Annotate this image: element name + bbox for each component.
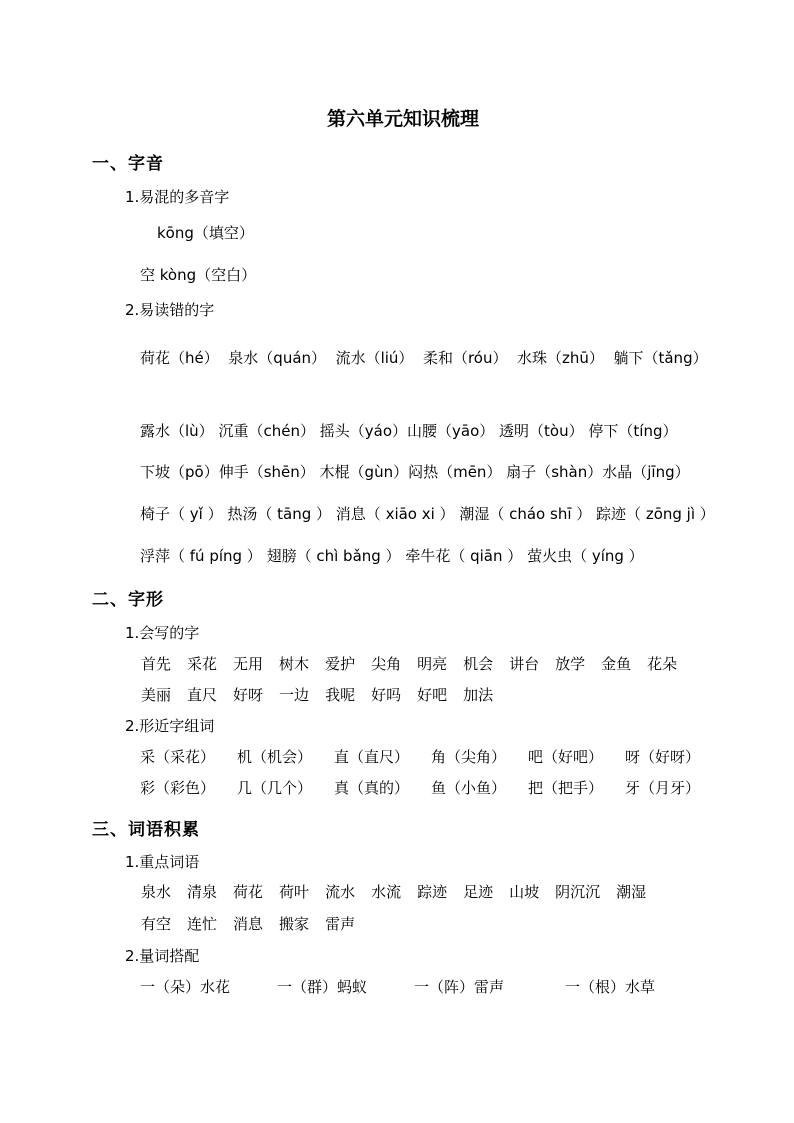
word-item: 萤火虫（ yíng ） xyxy=(527,547,644,565)
word-item: 潮湿 xyxy=(616,883,647,901)
subheading-similar-chars: 2.形近字组词 xyxy=(125,717,215,735)
word-item: 柔和（róu） xyxy=(422,349,508,367)
word-item: 放学 xyxy=(555,655,586,673)
word-item: 尖角 xyxy=(371,655,402,673)
section-heading-character-form: 二、字形 xyxy=(92,590,164,610)
measure-item: 一（阵）雷声 xyxy=(414,978,505,996)
word-item: 金鱼 xyxy=(601,655,632,673)
similar-chars-row-1 xyxy=(140,746,722,767)
word-item: 我呢 xyxy=(325,686,356,704)
word-item: 好呀 xyxy=(233,686,264,704)
misread-row-5 xyxy=(140,545,644,566)
word-item: 无用 xyxy=(233,655,264,673)
pair-item: 彩（彩色） xyxy=(140,779,216,797)
word-item: 沉重（chén） xyxy=(218,422,315,440)
measure-item: 一（朵）水花 xyxy=(140,978,231,996)
word-item: 翅膀（ chì bǎng ） xyxy=(266,547,401,565)
word-item: 美丽 xyxy=(141,686,172,704)
word-item: 扇子（shàn） xyxy=(506,463,603,481)
word-item: 荷花（hé） xyxy=(140,349,219,367)
misread-row-2 xyxy=(140,420,677,441)
polyphonic-line-2: 空 kòng（空白） xyxy=(140,266,257,284)
word-item: 热汤（ tāng ） xyxy=(227,505,332,523)
subheading-misread: 2.易读错的字 xyxy=(125,301,215,319)
word-item: 伸手（shēn） xyxy=(218,463,315,481)
word-item: 荷花 xyxy=(233,883,264,901)
pair-item: 牙（月牙） xyxy=(625,779,701,797)
word-item: 摇头（yáo） xyxy=(319,422,407,440)
word-item: 流水（liú） xyxy=(335,349,414,367)
word-item: 停下（tíng） xyxy=(588,422,678,440)
word-item: 潮湿（ cháo shī ） xyxy=(459,505,592,523)
pair-item: 采（采花） xyxy=(140,748,216,766)
word-item: 躺下（tǎng） xyxy=(613,349,708,367)
word-item: 花朵 xyxy=(647,655,678,673)
subheading-key-words: 1.重点词语 xyxy=(125,853,200,871)
word-item: 有空 xyxy=(141,915,172,933)
word-item: 泉水（quán） xyxy=(228,349,327,367)
similar-chars-row-2 xyxy=(140,777,722,798)
word-item: 直尺 xyxy=(187,686,218,704)
misread-row-3 xyxy=(140,461,690,482)
word-item: 清泉 xyxy=(187,883,218,901)
measure-item: 一（根）水草 xyxy=(565,978,656,996)
word-item: 水晶（jīng） xyxy=(602,463,690,481)
word-item: 足迹 xyxy=(463,883,494,901)
word-item: 牵牛花（ qiān ） xyxy=(405,547,523,565)
word-item: 一边 xyxy=(279,686,310,704)
word-item: 阴沉沉 xyxy=(555,883,601,901)
pair-item: 真（真的） xyxy=(334,779,410,797)
misread-row-4 xyxy=(140,503,715,524)
section-heading-pronunciation: 一、字音 xyxy=(92,154,164,174)
word-item: 爱护 xyxy=(325,655,356,673)
subheading-measure-words: 2.量词搭配 xyxy=(125,947,200,965)
word-item: 山腰（yāo） xyxy=(407,422,495,440)
polyphonic-line-1: kōng（填空） xyxy=(157,224,254,242)
pair-item: 鱼（小鱼） xyxy=(431,779,507,797)
word-item: 山坡 xyxy=(509,883,540,901)
page-title: 第六单元知识梳理 xyxy=(326,108,479,130)
word-item: 踪迹（ zōng jì ） xyxy=(596,505,715,523)
key-words-row-1 xyxy=(141,881,662,902)
word-item: 流水 xyxy=(325,883,356,901)
word-item: 采花 xyxy=(187,655,218,673)
pair-item: 把（把手） xyxy=(528,779,604,797)
word-item: 透明（tòu） xyxy=(499,422,584,440)
subheading-writable: 1.会写的字 xyxy=(125,624,200,642)
word-item: 闷热（mēn） xyxy=(408,463,502,481)
word-item: 雷声 xyxy=(325,915,356,933)
subheading-polyphonic: 1.易混的多音字 xyxy=(125,188,230,206)
pair-item: 机（机会） xyxy=(237,748,313,766)
word-item: 首先 xyxy=(141,655,172,673)
word-item: 消息 xyxy=(233,915,264,933)
pair-item: 吧（好吧） xyxy=(528,748,604,766)
writable-words-row-1 xyxy=(141,653,693,674)
word-item: 露水（lù） xyxy=(140,422,214,440)
word-item: 下坡（pō） xyxy=(140,463,219,481)
measure-words-row xyxy=(140,976,655,997)
word-item: 树木 xyxy=(279,655,310,673)
word-item: 荷叶 xyxy=(279,883,310,901)
word-item: 木棍（gùn） xyxy=(319,463,409,481)
word-item: 好吧 xyxy=(417,686,448,704)
word-item: 搬家 xyxy=(279,915,310,933)
misread-row-1 xyxy=(93,337,733,379)
word-item: 连忙 xyxy=(187,915,218,933)
pair-item: 角（尖角） xyxy=(431,748,507,766)
writable-words-row-2 xyxy=(141,684,509,705)
word-item: 踪迹 xyxy=(417,883,448,901)
word-item: 机会 xyxy=(463,655,494,673)
word-item: 浮萍（ fú píng ） xyxy=(140,547,262,565)
word-item: 消息（ xiāo xi ） xyxy=(335,505,455,523)
word-item: 椅子（ yǐ ） xyxy=(140,505,223,523)
word-item: 讲台 xyxy=(509,655,540,673)
pair-item: 直（直尺） xyxy=(334,748,410,766)
measure-item: 一（群）蚂蚁 xyxy=(277,978,368,996)
word-item: 加法 xyxy=(463,686,494,704)
pair-item: 几（几个） xyxy=(237,779,313,797)
word-item: 好吗 xyxy=(371,686,402,704)
word-item: 水流 xyxy=(371,883,402,901)
word-item: 泉水 xyxy=(141,883,172,901)
pair-item: 呀（好呀） xyxy=(625,748,701,766)
word-item: 水珠（zhū） xyxy=(517,349,604,367)
word-item: 明亮 xyxy=(417,655,448,673)
key-words-row-2 xyxy=(141,913,371,934)
section-heading-vocabulary: 三、词语积累 xyxy=(92,820,200,840)
